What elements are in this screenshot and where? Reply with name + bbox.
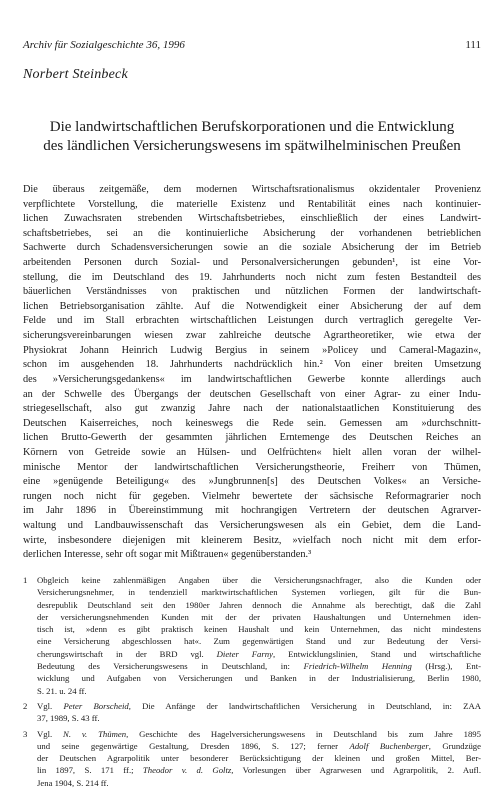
body-line: Physiokrat Johann Heinrich Ludwig Bergius in seinem »Policey und Cameral-Magazin«,	[23, 344, 481, 356]
body-paragraph	[23, 183, 481, 563]
body-line: derlichen Interesse, sehr oft sogar mit Mißtrauen« gegenüberstanden.³	[23, 549, 312, 561]
body-line: lichen Brutto-Gewerth der gesammten jährlichen Erntemenge des Deutschen Reiches an	[23, 432, 481, 444]
footnotes	[23, 574, 481, 789]
footnote-line: Obgleich keine zahlenmäßigen Angaben über die Versicherungsnachfrager, also die Kunden oder	[37, 575, 481, 585]
footnote-number: 1	[23, 575, 28, 585]
body-line: bäuerlichen Verständnisses von praktischen und nützlichen Formen der landwirtschaft-	[23, 286, 481, 298]
footnote-line: S. 21. u. 24 ff.	[37, 685, 87, 696]
footnote-line: cherungswirtschaft in der BRD vgl. Dieter Farny, Entwicklungslinien, Stand und wirtschaftliche	[37, 648, 481, 659]
footnote-text	[37, 700, 481, 725]
body-line: lichen Betriebsorganisation zählte. Auf die Notwendigkeit einer Absicherung der auf dem	[23, 300, 481, 312]
footnote-line: 37, 1989, S. 43 ff.	[37, 713, 100, 724]
body-line: schon im ausgehenden 18. Jahrhunderts nachdrücklich hin.² Von einer breiten Umsetzung	[23, 359, 481, 371]
footnote-line: Versicherungsnehmer, in tendenziell marktwirtschaftlichen Systemen vorliegen, gilt für die Bun-	[37, 587, 481, 598]
journal-citation: Archiv für Sozialgeschichte 36, 1996	[23, 39, 185, 51]
footnote-number: 2	[23, 700, 28, 711]
footnote-line: Vgl. N. v. Thümen, Geschichte des Hagelversicherungswesens in Deutschland bis zum Jahre 1895	[37, 728, 481, 739]
footnote	[23, 700, 481, 725]
document-page	[23, 0, 482, 788]
footnote-text	[37, 574, 481, 697]
body-line: Körnern von Getreide sowie an Hülsen- und Oelfrüchten« hielt allen voran der wilhel-	[23, 446, 481, 458]
body-line: an der Schwelle des Übergangs der deutschen Gesellschaft von einer Agrar- zu einer Indu-	[23, 388, 481, 400]
body-line: arbeitenden Personen durch Sozial- und Personalversicherungen gebunden¹, ist eine Vor-	[23, 257, 481, 269]
body-line: wirte, insbesondere diejenigen mit kleinerem Besitz, »vielfach noch nicht mit dem erfor-	[23, 534, 481, 546]
title-line: Die landwirtschaftlichen Berufskorporationen und die Entwicklung	[49, 119, 455, 135]
footnote-line: und seine gegenwärtige Gestaltung, Dresden 1896, S. 127; ferner Adolf Buchenberger, Grundzüge	[37, 740, 481, 751]
footnote-line: eine Versicherung abgeschlossen hat«. Zum gegenwärtigen Stand und zur Bedeutung der Versi-	[37, 636, 481, 647]
body-line: stellung, die im Deutschland des 19. Jahrhunderts noch nicht zum festen Bestandteil des	[23, 271, 481, 283]
footnote-line: der Deutschen Agrarpolitik unter besonderer Berücksichtigung der kleinen und großen Mittel, Ber-	[37, 753, 481, 764]
footnote-line: wicklung und Aufgaben von Versicherungen und Banken in der Industrialisierung, Berlin 1980,	[37, 673, 481, 684]
author-name: Norbert Steinbeck	[23, 67, 128, 82]
footnote-line: Jena 1904, S. 214 ff.	[37, 777, 109, 788]
body-line: striegesellschaft, also gut zwanzig Jahre nach der nationalstaatlichen Konstituierung des	[23, 403, 481, 415]
body-line: im Jahr 1896 in Übereinstimmung mit hochrangigen Vertretern der deutschen Agrarver-	[23, 505, 481, 517]
footnote-line: desrepublik Deutschland seit den 1980er Jahren dennoch die Annahme als berechtigt, daß die Zahl	[37, 599, 481, 610]
body-line: verpflichtete Vorstellung, die materielle Existenz und Rentabilität eines nach kontinuier-	[23, 198, 481, 210]
footnote-line: lin 1897, S. 171 ff.; Theodor v. d. Goltz, Vorlesungen über Agrarwesen und Agrarpolitik, 2. Aufl.	[37, 765, 482, 776]
body-line: sicherungsvereinbarungen wiesen zwar zahlreiche deutsche Agrartheoretiker, wie etwa der	[23, 330, 481, 342]
page-number: 111	[465, 39, 481, 51]
body-line: rungen noch nicht für gegeben. Vielmehr bewertete der sächsische Reformagrarier noch	[23, 490, 481, 502]
body-line: waltung und Landbauwissenschaft das Versicherungswesen als ein Gebiet, dem die Land-	[23, 520, 481, 532]
body-line: minische Mentor der landwirtschaftlichen Versicherungstheorie, Freiherr von Thümen,	[23, 461, 481, 473]
body-line: eine »genügende Beteiligung« des »Jungbrunnen[s] des Deutschen Volkes« an Versiche-	[23, 476, 481, 488]
body-line: des »Versicherungsgedankens« im landwirtschaftlichen Gewerbe konnte allerdings auch	[23, 373, 481, 385]
body-line: schaftsbetriebes, sei an die kontinuierliche Absicherung der vorhandenen betrieblichen	[23, 227, 481, 239]
title-line: des ländlichen Versicherungswesens im spätwilhelminischen Preußen	[43, 138, 461, 154]
article-title	[23, 118, 481, 156]
footnote	[23, 728, 481, 789]
footnote-line: tisch ist, »denn es gibt praktisch keinen Haushalt und kein Unternehmen, das nicht mindestens	[37, 624, 481, 635]
footnote-line: Bedeutung des Versicherungswesens in Deutschland, in: Friedrich-Wilhelm Henning (Hrsg.), Ent-	[37, 661, 482, 672]
footnote	[23, 574, 481, 697]
body-line: Felde und im Stall erbrachten wirtschaftlichen Leistungen durch vertraglich geregelte Ver-	[23, 315, 481, 327]
body-line: Sachwerte durch Schadensversicherungen sowie an die soziale Absicherung der im Betrieb	[23, 242, 481, 254]
running-head	[23, 39, 481, 53]
body-line: Die überaus zeitgemäße, dem modernen Wirtschaftsrationalismus okzidentaler Provenienz	[23, 184, 481, 195]
footnote-line: der versicherungsnehmenden Kunden mit der der privaten Haushaltungen und Unternehmen iden-	[37, 611, 481, 622]
footnote-text	[37, 728, 481, 789]
footnote-number: 3	[23, 728, 28, 739]
body-line: Deutschen Kaiserreiches, noch keineswegs die Rede sein. Gemessen am »durchschnitt-	[23, 417, 481, 429]
body-line: lichen Zuwachsraten strebenden Wirtschaftsbetriebes, einschließlich der eines Landwirt-	[23, 213, 481, 225]
footnote-line: Vgl. Peter Borscheid, Die Anfänge der landwirtschaftlichen Versicherung in Deutschland, in: ZAA	[37, 700, 482, 711]
